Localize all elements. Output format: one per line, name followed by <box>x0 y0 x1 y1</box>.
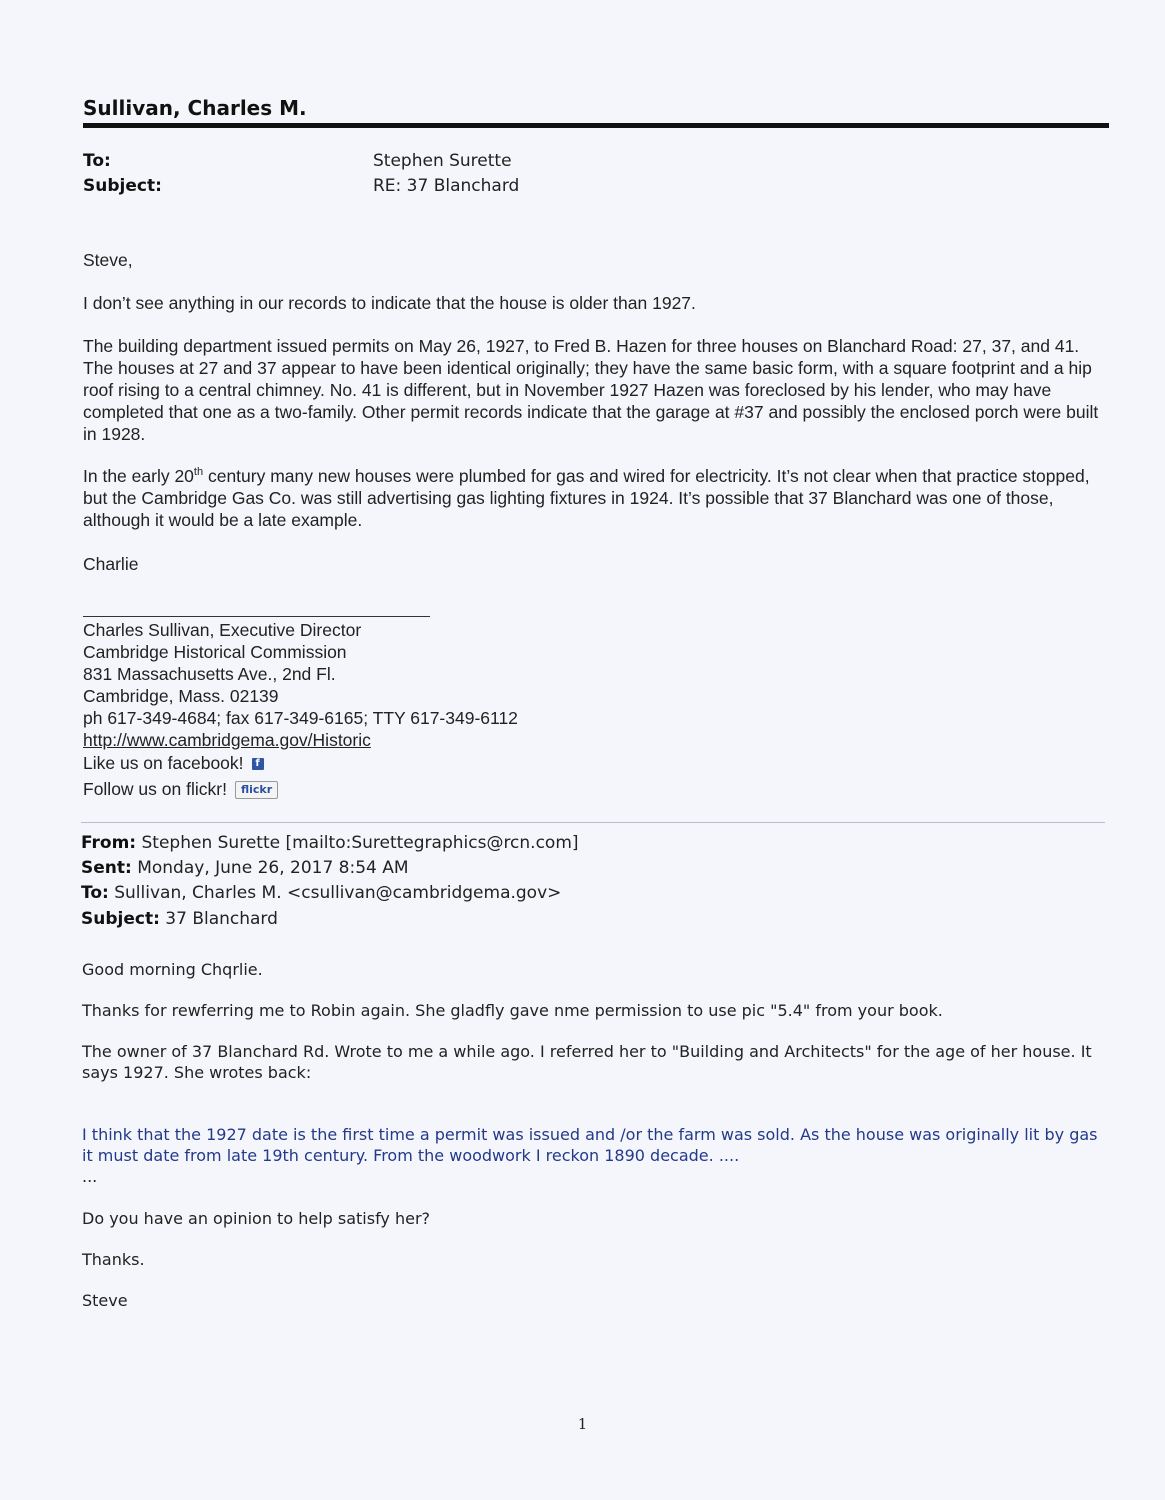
original-paragraph-1: Thanks for rewferring me to Robin again. She gladfly gave nme permission to use pic "5.4" from your book. <box>82 1001 943 1020</box>
forward-from-label: From: <box>81 833 137 853</box>
ordinal-suffix: th <box>193 466 204 479</box>
quoted-text: I think that the 1927 date is the first time a permit was issued and /or the farm was sold. As the house was originally lit by gas it must date from late 19th century. From the woodwork I reckon 1890 decade. .... <box>82 1125 1098 1165</box>
original-greeting: Good morning Chqrlie. <box>82 960 263 979</box>
signature-block <box>83 619 518 751</box>
forward-sent-label: Sent: <box>81 858 132 878</box>
subject-label: Subject: <box>83 176 162 196</box>
facebook-icon[interactable]: f <box>252 758 264 770</box>
facebook-text: Like us on facebook! <box>83 753 244 773</box>
flickr-icon[interactable]: flickr <box>235 781 278 799</box>
reply-signoff: Charlie <box>83 554 139 574</box>
reply-greeting: Steve, <box>83 250 133 270</box>
forward-to-label: To: <box>81 883 109 903</box>
original-thanks: Thanks. <box>82 1250 145 1269</box>
original-signoff: Steve <box>82 1291 128 1310</box>
forward-from <box>81 833 579 853</box>
forward-sent <box>81 858 409 878</box>
forward-divider <box>81 822 1105 823</box>
signature-organization: Cambridge Historical Commission <box>83 642 347 662</box>
signature-name-title: Charles Sullivan, Executive Director <box>83 620 362 640</box>
reply-paragraph-1: I don’t see anything in our records to indicate that the house is older than 1927. <box>83 293 696 313</box>
flickr-line <box>83 779 278 800</box>
forward-to-value: Sullivan, Charles M. <csullivan@cambridgema.gov> <box>114 883 562 903</box>
forward-subject-value: 37 Blanchard <box>165 909 278 929</box>
forward-to <box>81 883 561 903</box>
forward-subject <box>81 909 278 929</box>
signature-divider <box>83 616 430 617</box>
forward-subject-label: Subject: <box>81 909 160 929</box>
original-paragraph-2: The owner of 37 Blanchard Rd. Wrote to me a while ago. I referred her to "Building and Architects" for the age of her house. It says 1927. She wrotes back: <box>82 1042 1092 1082</box>
reply-paragraph-3 <box>83 465 1113 531</box>
forward-sent-value: Monday, June 26, 2017 8:54 AM <box>137 858 409 878</box>
page-number: 1 <box>577 1415 588 1433</box>
quote-ellipsis: ... <box>82 1167 98 1186</box>
reply-paragraph-2: The building department issued permits on May 26, 1927, to Fred B. Hazen for three houses on Blanchard Road: 27, 37, and 41. The houses at 27 and 37 appear to have been identical originally; they have the same basic form, with a square footprint and a hip roof rising to a central chimney. No. 41 is different, but in November 1927 Hazen was foreclosed by his lender, who may have completed that one as a two-family. Other permit records indicate that the garage at #37 and possibly the enclosed porch were built in 1928. <box>83 336 1099 444</box>
signature-phones: ph 617-349-4684; fax 617-349-6165; TTY 617-349-6112 <box>83 708 518 728</box>
website-link[interactable]: http://www.cambridgema.gov/Historic <box>83 730 371 750</box>
sender-name: Sullivan, Charles M. <box>83 96 307 120</box>
flickr-text: Follow us on flickr! <box>83 779 227 799</box>
header-divider <box>83 123 1109 128</box>
signature-city: Cambridge, Mass. 02139 <box>83 686 279 706</box>
subject-value: RE: 37 Blanchard <box>373 176 520 196</box>
forward-from-value: Stephen Surette [mailto:Surettegraphics@rcn.com] <box>141 833 579 853</box>
signature-street: 831 Massachusetts Ave., 2nd Fl. <box>83 664 336 684</box>
original-paragraph-3: Do you have an opinion to help satisfy her? <box>82 1209 431 1228</box>
to-label: To: <box>83 151 111 171</box>
facebook-line <box>83 753 264 774</box>
reply-paragraph-3-start: In the early 20 <box>83 466 194 486</box>
reply-paragraph-3-rest: century many new houses were plumbed for gas and wired for electricity. It’s not clear when that practice stopped, but the Cambridge Gas Co. was still advertising gas lighting fixtures in 1924. It’s possible that 37 Blanchard was one of those, although it would be a late example. <box>83 466 1090 530</box>
to-value: Stephen Surette <box>373 151 512 171</box>
